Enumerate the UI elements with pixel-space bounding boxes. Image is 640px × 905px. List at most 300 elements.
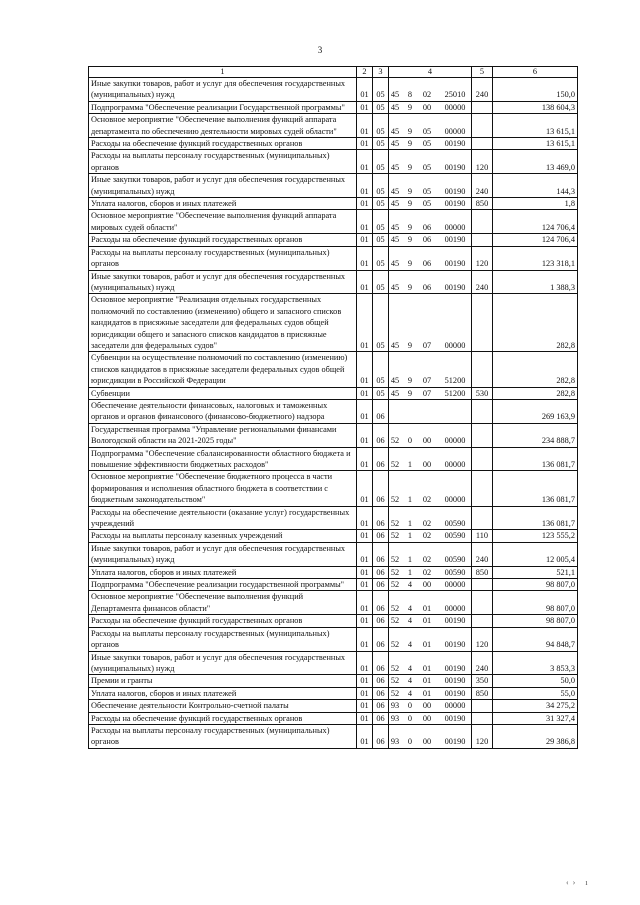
csr-part: 05 [422,139,432,149]
table-row [89,423,578,447]
row-csr [389,724,472,748]
csr-part: 52 [390,663,400,673]
csr-part: 45 [390,162,400,172]
table-row [89,174,578,198]
csr-part: 00000 [444,340,466,350]
csr-part: 52 [390,603,400,613]
row-rz: 01 [357,627,373,651]
csr-part: 52 [390,519,400,529]
row-pr: 06 [373,724,389,748]
row-sum: 123 318,1 [493,246,578,270]
csr-part: 52 [390,460,400,469]
table-row [89,138,578,150]
csr-part: 1 [407,460,413,469]
row-sum: 136 081,7 [493,471,578,506]
row-sum: 144,3 [493,174,578,198]
row-vr: 240 [472,270,493,294]
csr-part: 1 [407,519,413,529]
csr-part: 00000 [444,222,466,232]
csr-part: 25010 [444,90,466,100]
row-name: Расходы на выплаты персоналу государственных (муниципальных) органов [89,627,357,651]
row-pr: 06 [373,675,389,687]
csr-part: 9 [407,376,413,386]
row-rz: 01 [357,270,373,294]
csr-part: 00590 [444,555,466,565]
csr-part: 9 [407,222,413,232]
row-rz: 01 [357,687,373,699]
csr-part: 4 [407,603,413,613]
row-csr [389,530,472,542]
csr-part: 9 [407,126,413,136]
row-name: Расходы на выплаты персоналу государственных (муниципальных) органов [89,150,357,174]
csr-part: 00000 [444,126,466,136]
csr-part: 45 [390,259,400,269]
csr-part: 07 [422,340,432,350]
table-row [89,387,578,399]
row-sum: 13 469,0 [493,150,578,174]
row-csr [389,566,472,578]
row-vr [472,210,493,234]
csr-part: 45 [390,388,400,398]
csr-part: 8 [407,90,413,100]
row-vr [472,294,493,352]
csr-part: 01 [422,676,432,686]
row-csr [389,712,472,724]
row-csr [389,471,472,506]
csr-part: 00190 [444,737,466,747]
row-csr [389,114,472,138]
row-rz: 01 [357,566,373,578]
row-sum: 12 005,4 [493,542,578,566]
csr-part: 9 [407,102,413,112]
table-row [89,700,578,712]
row-sum: 521,1 [493,566,578,578]
row-csr [389,627,472,651]
row-rz: 01 [357,579,373,591]
csr-part: 00000 [444,495,466,505]
row-name: Расходы на обеспечение функций государственных органов [89,615,357,627]
row-rz: 01 [357,174,373,198]
row-sum: 269 163,9 [493,399,578,423]
row-vr [472,138,493,150]
row-rz: 01 [357,150,373,174]
csr-part: 45 [390,340,400,350]
csr-part: 02 [422,567,432,577]
row-rz: 01 [357,651,373,675]
row-sum: 123 555,2 [493,530,578,542]
row-rz: 01 [357,615,373,627]
row-csr [389,246,472,270]
csr-part: 52 [390,580,400,590]
row-sum: 98 807,0 [493,591,578,615]
table-row [89,352,578,387]
row-vr [472,352,493,387]
row-vr: 120 [472,246,493,270]
table-row [89,542,578,566]
csr-part: 9 [407,139,413,149]
csr-part: 02 [422,555,432,565]
row-rz: 01 [357,530,373,542]
row-sum: 136 081,7 [493,506,578,530]
row-sum: 136 081,7 [493,447,578,471]
row-pr: 05 [373,246,389,270]
row-name: Основное мероприятие "Реализация отдельных государственных полномочий по составлению (изменению) общего и запасного списков кандидатов в присяжные заседатели для федеральных судов общей юрисдикции общего и запасного списков кандидатов в присяжные заседатели для федеральных судов" [89,294,357,352]
row-pr: 06 [373,542,389,566]
table-row [89,246,578,270]
table-row [89,78,578,102]
row-rz: 01 [357,294,373,352]
csr-part: 93 [390,713,400,723]
row-rz: 01 [357,101,373,113]
row-csr [389,198,472,210]
row-vr [472,615,493,627]
csr-part: 1 [407,495,413,505]
row-name: Подпрограмма "Обеспечение реализации государственной программы" [89,579,357,591]
row-sum: 282,8 [493,294,578,352]
row-vr: 120 [472,150,493,174]
row-csr [389,294,472,352]
row-sum: 150,0 [493,78,578,102]
csr-part: 0 [407,701,413,711]
row-name: Уплата налогов, сборов и иных платежей [89,687,357,699]
header-cell: 6 [493,67,578,78]
row-sum: 282,8 [493,387,578,399]
row-rz: 01 [357,210,373,234]
row-vr [472,423,493,447]
row-vr [472,579,493,591]
csr-part: 00190 [444,162,466,172]
row-pr: 05 [373,198,389,210]
row-csr [389,687,472,699]
csr-part: 9 [407,199,413,209]
csr-part: 9 [407,340,413,350]
csr-part: 06 [422,235,432,245]
row-name: Уплата налогов, сборов и иных платежей [89,566,357,578]
row-rz: 01 [357,352,373,387]
csr-part: 9 [407,388,413,398]
csr-part: 4 [407,676,413,686]
row-sum: 138 604,3 [493,101,578,113]
row-csr [389,591,472,615]
table-header-row [89,67,578,78]
csr-part: 45 [390,376,400,386]
table-row [89,651,578,675]
row-name: Расходы на выплаты персоналу казенных учреждений [89,530,357,542]
row-pr: 05 [373,352,389,387]
csr-part: 9 [407,186,413,196]
table-row [89,198,578,210]
csr-part: 05 [422,162,432,172]
csr-part: 4 [407,616,413,626]
row-csr [389,506,472,530]
row-rz: 01 [357,114,373,138]
csr-part: 45 [390,222,400,232]
csr-part: 4 [407,580,413,590]
row-rz: 01 [357,234,373,246]
header-cell: 3 [373,67,389,78]
table-row [89,579,578,591]
row-csr [389,387,472,399]
csr-part: 01 [422,640,432,650]
row-vr: 120 [472,627,493,651]
row-pr: 06 [373,579,389,591]
row-csr [389,675,472,687]
row-pr: 06 [373,506,389,530]
row-csr [389,447,472,471]
table-row [89,506,578,530]
table-row [89,687,578,699]
csr-part: 52 [390,436,400,446]
csr-part: 93 [390,701,400,711]
csr-part: 00190 [444,688,466,698]
row-csr [389,651,472,675]
csr-part: 00190 [444,235,466,245]
row-pr: 06 [373,687,389,699]
row-pr: 05 [373,387,389,399]
csr-part: 45 [390,126,400,136]
csr-part: 00 [422,102,432,112]
row-name: Расходы на выплаты персоналу государственных (муниципальных) органов [89,724,357,748]
row-pr: 05 [373,234,389,246]
csr-part: 45 [390,282,400,292]
table-row [89,712,578,724]
row-pr: 05 [373,114,389,138]
row-csr [389,150,472,174]
csr-part: 45 [390,186,400,196]
csr-part: 0 [407,436,413,446]
row-name: Премии и гранты [89,675,357,687]
row-sum: 31 327,4 [493,712,578,724]
csr-part: 9 [407,235,413,245]
csr-part: 45 [390,102,400,112]
row-rz: 01 [357,399,373,423]
row-pr: 05 [373,174,389,198]
row-csr [389,352,472,387]
row-rz: 01 [357,700,373,712]
row-name: Подпрограмма "Обеспечение реализации Государственной программы" [89,101,357,113]
row-rz: 01 [357,447,373,471]
csr-part: 00 [422,580,432,590]
row-pr: 06 [373,591,389,615]
table-row [89,234,578,246]
row-vr [472,471,493,506]
row-name: Иные закупки товаров, работ и услуг для обеспечения государственных (муниципальных) нужд [89,270,357,294]
row-name: Подпрограмма "Обеспечение сбалансированности областного бюджета и повышение эффективности бюджетных расходов" [89,447,357,471]
row-name: Иные закупки товаров, работ и услуг для обеспечения государственных (муниципальных) нужд [89,78,357,102]
row-csr [389,210,472,234]
row-sum: 50,0 [493,675,578,687]
csr-part: 00190 [444,199,466,209]
csr-part: 4 [407,663,413,673]
row-vr [472,234,493,246]
row-sum: 1 388,3 [493,270,578,294]
table-row [89,294,578,352]
row-name: Иные закупки товаров, работ и услуг для обеспечения государственных (муниципальных) нужд [89,174,357,198]
row-sum: 234 888,7 [493,423,578,447]
csr-part: 01 [422,688,432,698]
csr-part: 02 [422,531,432,541]
row-csr [389,101,472,113]
table-row [89,210,578,234]
csr-part: 00000 [444,436,466,446]
csr-part: 00190 [444,186,466,196]
csr-part: 01 [422,616,432,626]
csr-part: 45 [390,90,400,100]
row-sum: 29 386,8 [493,724,578,748]
csr-part: 00190 [444,282,466,292]
row-vr [472,506,493,530]
row-csr [389,234,472,246]
row-name: Расходы на обеспечение деятельности (оказание услуг) государственных учреждений [89,506,357,530]
csr-part: 07 [422,376,432,386]
row-vr: 240 [472,542,493,566]
row-vr [472,399,493,423]
row-vr: 120 [472,724,493,748]
row-name: Иные закупки товаров, работ и услуг для обеспечения государственных (муниципальных) нужд [89,542,357,566]
row-sum: 124 706,4 [493,234,578,246]
csr-part: 00190 [444,663,466,673]
table-row [89,591,578,615]
csr-part: 00000 [444,603,466,613]
row-name: Расходы на обеспечение функций государственных органов [89,234,357,246]
csr-part: 00590 [444,519,466,529]
csr-part: 05 [422,199,432,209]
csr-part: 00 [422,737,432,747]
row-csr [389,615,472,627]
row-vr [472,447,493,471]
csr-part: 45 [390,139,400,149]
row-name: Обеспечение деятельности финансовых, налоговых и таможенных органов и органов финансового (финансово-бюджетного) надзора [89,399,357,423]
row-name: Расходы на обеспечение функций государственных органов [89,712,357,724]
row-sum: 282,8 [493,352,578,387]
row-rz: 01 [357,423,373,447]
csr-part: 00 [422,460,432,469]
csr-part: 52 [390,640,400,650]
csr-part: 00 [422,713,432,723]
row-name: Расходы на выплаты персоналу государственных (муниципальных) органов [89,246,357,270]
row-sum: 13 615,1 [493,138,578,150]
table-row [89,114,578,138]
csr-part: 00190 [444,139,466,149]
table-row [89,101,578,113]
csr-part: 45 [390,199,400,209]
row-pr: 05 [373,101,389,113]
row-vr: 240 [472,78,493,102]
header-cell: 2 [357,67,373,78]
csr-part: 9 [407,282,413,292]
csr-part: 45 [390,235,400,245]
row-pr: 06 [373,399,389,423]
csr-part: 01 [422,603,432,613]
csr-part: 02 [422,90,432,100]
header-cell: 5 [472,67,493,78]
row-pr: 05 [373,150,389,174]
row-vr: 240 [472,174,493,198]
row-vr: 850 [472,566,493,578]
csr-part: 00590 [444,567,466,577]
csr-part: 05 [422,186,432,196]
table-row [89,615,578,627]
csr-part: 00190 [444,713,466,723]
csr-part: 1 [407,531,413,541]
csr-part: 06 [422,282,432,292]
row-name: Субвенции [89,387,357,399]
csr-part: 00 [422,701,432,711]
csr-part: 0 [407,737,413,747]
row-name: Расходы на обеспечение функций государственных органов [89,138,357,150]
table-row [89,627,578,651]
csr-part: 52 [390,616,400,626]
row-sum: 3 853,3 [493,651,578,675]
csr-part: 52 [390,531,400,541]
row-pr: 06 [373,712,389,724]
csr-part: 52 [390,555,400,565]
row-vr [472,712,493,724]
row-vr: 850 [472,687,493,699]
csr-part: 00190 [444,640,466,650]
row-pr: 06 [373,423,389,447]
row-rz: 01 [357,387,373,399]
csr-part: 52 [390,495,400,505]
csr-part: 51200 [444,376,466,386]
row-pr: 05 [373,294,389,352]
csr-part: 00190 [444,259,466,269]
row-csr [389,542,472,566]
csr-part: 06 [422,259,432,269]
csr-part: 4 [407,640,413,650]
table-row [89,399,578,423]
row-pr: 06 [373,566,389,578]
csr-part: 51200 [444,388,466,398]
row-rz: 01 [357,542,373,566]
row-pr: 05 [373,210,389,234]
row-csr [389,700,472,712]
csr-part: 52 [390,567,400,577]
csr-part: 00000 [444,102,466,112]
row-rz: 01 [357,591,373,615]
row-csr [389,78,472,102]
row-vr [472,101,493,113]
table-row [89,150,578,174]
row-pr: 06 [373,700,389,712]
csr-part: 52 [390,676,400,686]
csr-part: 0 [407,713,413,723]
table-row [89,471,578,506]
corner-mark: ‹› ı [566,878,592,887]
csr-part: 05 [422,126,432,136]
header-cell: 4 [389,67,472,78]
csr-part: 1 [407,567,413,577]
row-rz: 01 [357,78,373,102]
csr-part: 02 [422,495,432,505]
csr-part: 00000 [444,460,466,469]
table-row [89,447,578,471]
row-name: Государственная программа "Управление региональными финансами Вологодской области на 2021-2025 годы" [89,423,357,447]
row-pr: 06 [373,615,389,627]
row-rz: 01 [357,712,373,724]
row-name: Уплата налогов, сборов и иных платежей [89,198,357,210]
csr-part: 00 [422,436,432,446]
row-rz: 01 [357,506,373,530]
row-pr: 06 [373,530,389,542]
row-name: Субвенции на осуществление полномочий по составлению (изменению) списков кандидатов в присяжные заседатели федеральных судов общей юрисдикции в Российской Федерации [89,352,357,387]
row-rz: 01 [357,724,373,748]
row-vr [472,591,493,615]
row-rz: 01 [357,471,373,506]
row-vr: 530 [472,387,493,399]
row-rz: 01 [357,246,373,270]
csr-part: 1 [407,555,413,565]
